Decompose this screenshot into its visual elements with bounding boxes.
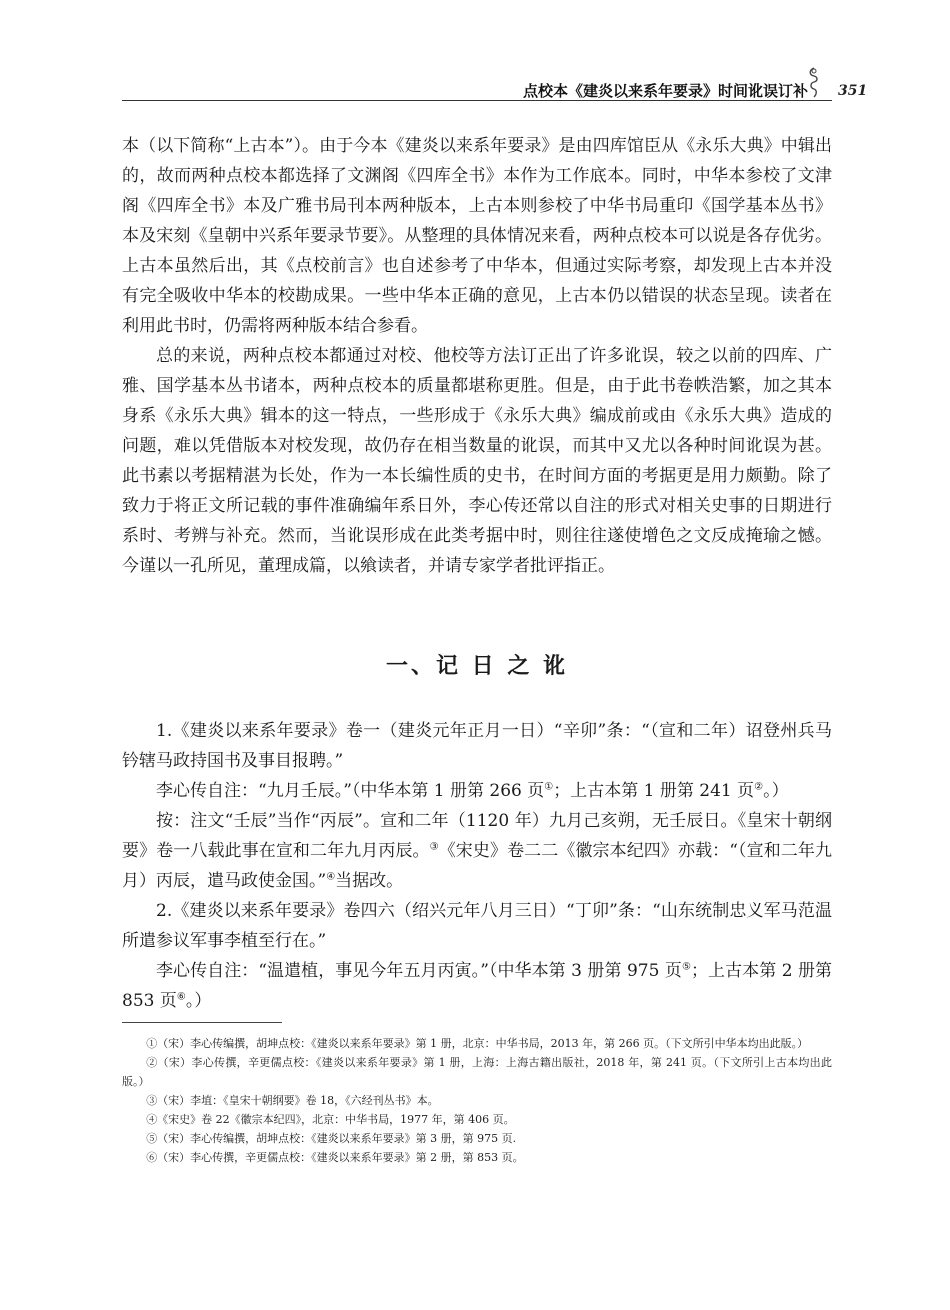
header-title: 点校本《建炎以来系年要录》时间讹误订补: [522, 82, 808, 100]
entries: [122, 716, 832, 1016]
body-text: [122, 131, 832, 581]
entry-1-quote: 1.《建炎以来系年要录》卷一（建炎元年正月一日）“辛卯”条：“（宣和二年）诏登州兵马钤辖马政持国书及事目报聘。”: [122, 721, 832, 771]
paragraph-1: 本（以下简称“上古本”）。由于今本《建炎以来系年要录》是由四库馆臣从《永乐大典》中辑出的，故而两种点校本都选择了文渊阁《四库全书》本作为工作底本。同时，中华本参校了文津阁《四库全书》本及广雅书局刊本两种版本，上古本则参校了中华书局重印《国学基本丛书》本及宋刻《皇朝中兴系年要录节要》。从整理的具体情况来看，两种点校本可以说是各存优劣。上古本虽然后出，其《点校前言》也自述参考了中华本，但通过实际考察，却发现上古本并没有完全吸收中华本的校勘成果。一些中华本正确的意见，上古本仍以错误的状态呈现。读者在利用此书时，仍需将两种版本结合参看。: [122, 136, 832, 336]
footnote-mark-6: ⑥: [176, 991, 186, 1003]
footnote-divider: [122, 1022, 282, 1023]
page-number: 351: [838, 83, 868, 99]
entry-1-note: 李心传自注：“九月壬辰。”（中华本第 1 册第 266 页①；上古本第 1 册第 241 页②。）: [156, 781, 789, 801]
footnotes: [122, 1034, 832, 1167]
footnote-mark-3: ③: [429, 841, 439, 853]
section-title: 一、记 日 之 讹: [386, 654, 568, 679]
flourish-ornament-icon: [806, 66, 822, 100]
footnote-5: ⑤（宋）李心传编撰，胡坤点校：《建炎以来系年要录》第 3 册，第 975 页.: [146, 1132, 517, 1145]
footnote-1: ①（宋）李心传编撰，胡坤点校：《建炎以来系年要录》第 1 册，北京：中华书局，2013 年，第 266 页。（下文所引中华本均出此版。）: [146, 1037, 809, 1050]
footnote-mark-5: ⑤: [681, 961, 691, 973]
entry-2-note: 李心传自注：“温遣植，事见今年五月丙寅。”（中华本第 3 册第 975 页⑤；上古本第 2 册第 853 页⑥。）: [122, 961, 833, 1011]
footnote-2: ②（宋）李心传撰，辛更儒点校：《建炎以来系年要录》第 1 册，上海：上海古籍出版社，2018 年，第 241 页。（下文所引上古本均出此版。）: [122, 1056, 832, 1088]
running-header: [122, 66, 868, 101]
entry-1-comment: 按：注文“壬辰”当作“丙辰”。宣和二年（1120 年）九月己亥朔，无壬辰日。《皇宋十朝纲要》卷一八载此事在宣和二年九月丙辰。③《宋史》卷二二《徽宗本纪四》亦载：“（宣和二年九月）丙辰，遣马政使金国。”④当据改。: [122, 811, 832, 891]
footnote-mark-1: ①: [544, 781, 554, 793]
footnote-4: ④《宋史》卷 22《徽宗本纪四》，北京：中华书局，1977 年，第 406 页。: [146, 1113, 515, 1126]
footnote-6: ⑥（宋）李心传撰，辛更儒点校：《建炎以来系年要录》第 2 册，第 853 页。: [146, 1151, 524, 1164]
paragraph-2: 总的来说，两种点校本都通过对校、他校等方法订正出了许多讹误，较之以前的四库、广雅、国学基本丛书诸本，两种点校本的质量都堪称更胜。但是，由于此书卷帙浩繁，加之其本身系《永乐大典》辑本的这一特点，一些形成于《永乐大典》编成前或由《永乐大典》造成的问题，难以凭借版本对校发现，故仍存在相当数量的讹误，而其中又尤以各种时间讹误为甚。此书素以考据精湛为长处，作为一本长编性质的史书，在时间方面的考据更是用力颇勤。除了致力于将正文所记载的事件准确编年系日外，李心传还常以自注的形式对相关史事的日期进行系时、考辨与补充。然而，当讹误形成在此类考据中时，则往往遂使增色之文反成掩瑜之憾。今谨以一孔所见，董理成篇，以飨读者，并请专家学者批评指正。: [122, 346, 832, 576]
footnote-mark-4: ④: [326, 871, 336, 883]
entry-2-quote: 2.《建炎以来系年要录》卷四六（绍兴元年八月三日）“丁卯”条：“山东统制忠义军马范温所遣参议军事李植至行在。”: [122, 901, 832, 951]
footnote-3: ③（宋）李埴：《皇宋十朝纲要》卷 18，《六经刊丛书》本。: [146, 1094, 439, 1107]
footnote-mark-2: ②: [754, 781, 764, 793]
